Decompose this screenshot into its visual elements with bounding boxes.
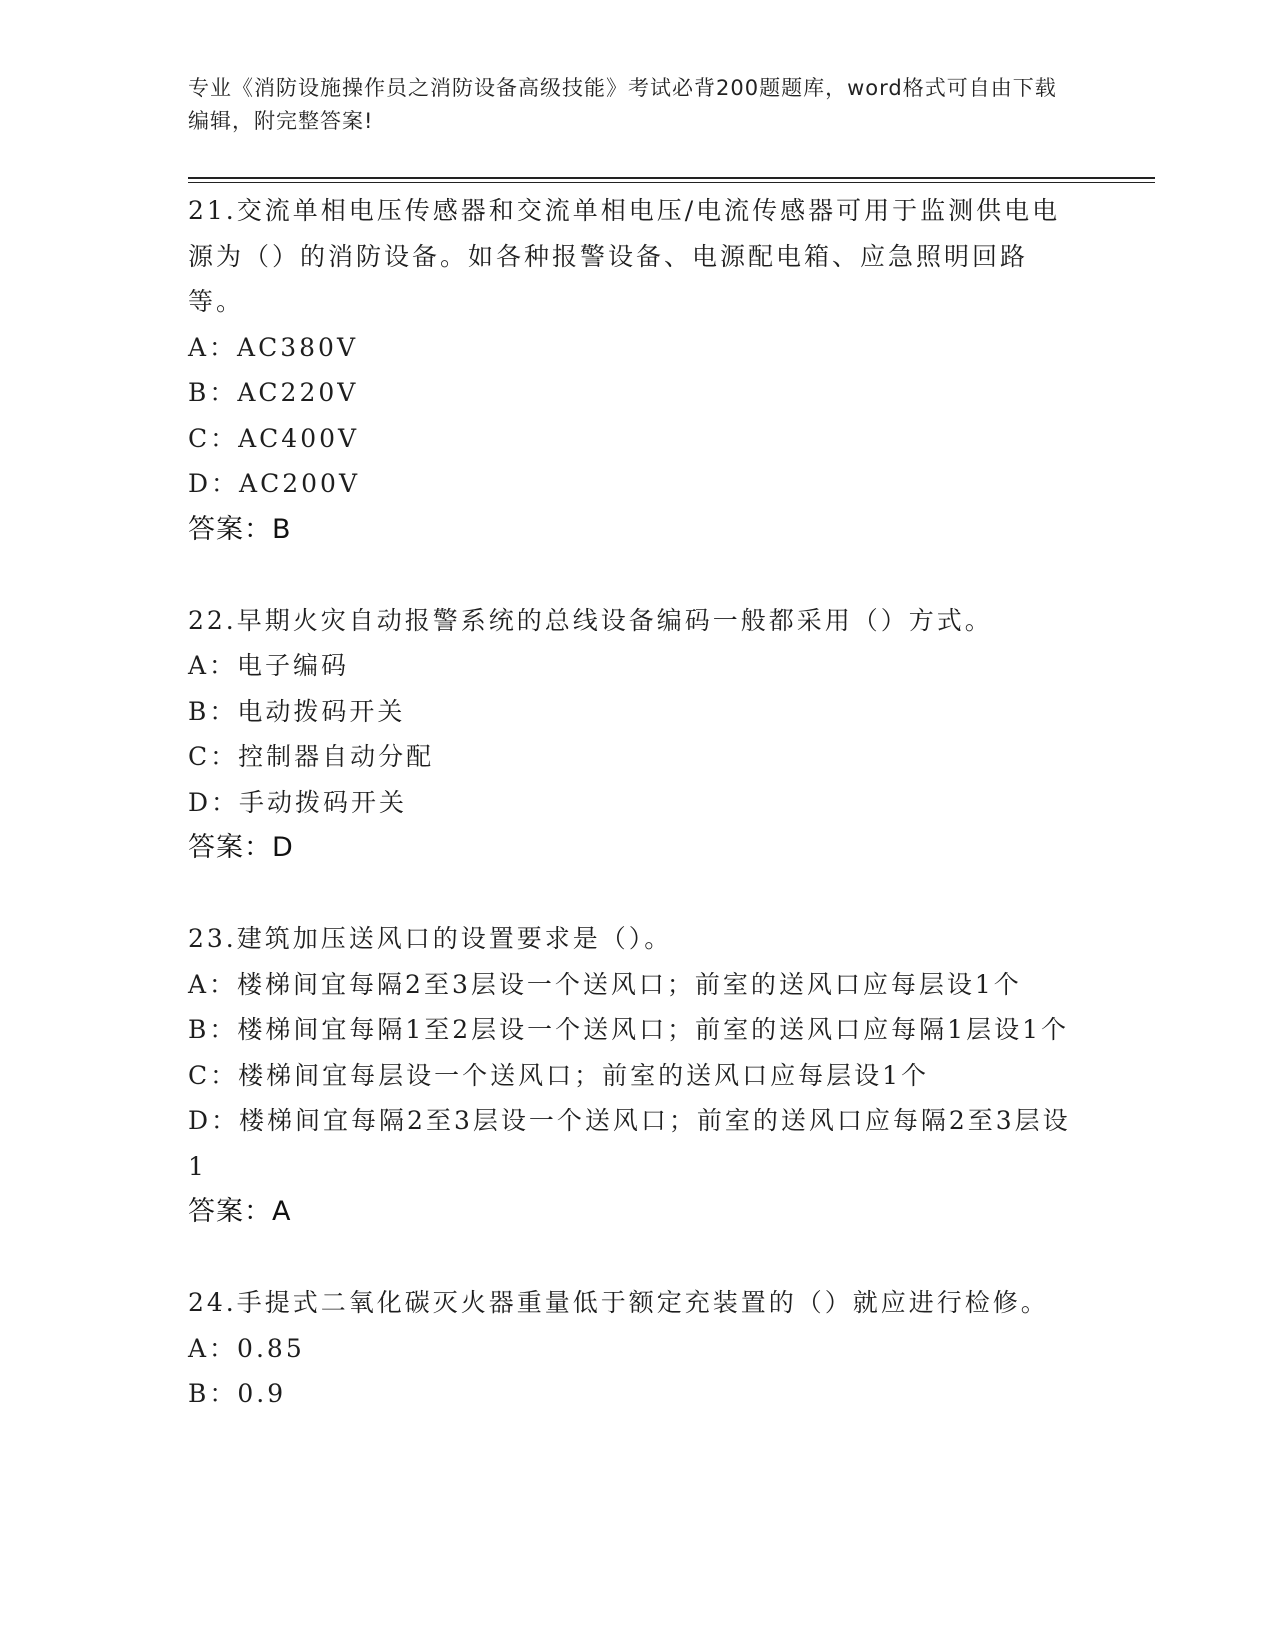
option-c: C：楼梯间宜每层设一个送风口；前室的送风口应每层设1个 bbox=[188, 1060, 930, 1090]
option-a: A：楼梯间宜每隔2至3层设一个送风口；前室的送风口应每层设1个 bbox=[188, 969, 1022, 999]
spacer bbox=[188, 553, 1078, 598]
option-a: A：0.85 bbox=[188, 1333, 305, 1363]
spacer bbox=[188, 871, 1078, 916]
spacer bbox=[188, 1235, 1078, 1280]
question-text: 22.早期火灾自动报警系统的总线设备编码一般都采用（）方式。 bbox=[188, 605, 993, 635]
option-b: B：0.9 bbox=[188, 1379, 287, 1408]
option-b: B：电动拨码开关 bbox=[188, 696, 406, 726]
answer-label: 答案：B bbox=[188, 513, 292, 545]
header-divider bbox=[188, 177, 1155, 179]
option-d: D：手动拨码开关 bbox=[188, 787, 408, 817]
document-header: 专业《消防设施操作员之消防设备高级技能》考试必背200题题库，word格式可自由下载编辑，附完整答案! bbox=[188, 76, 1057, 133]
question-text: 21.交流单相电压传感器和交流单相电压/电流传感器可用于监测供电电源为（）的消防设备。如各种报警设备、电源配电箱、应急照明回路等。 bbox=[188, 196, 1061, 316]
option-b: B：AC220V bbox=[188, 378, 359, 407]
question-block bbox=[188, 188, 1078, 553]
option-d: D：楼梯间宜每隔2至3层设一个送风口；前室的送风口应每隔2至3层设1 bbox=[188, 1106, 1071, 1181]
option-c: C：控制器自动分配 bbox=[188, 742, 435, 771]
question-list bbox=[188, 188, 1078, 1417]
option-a: A：AC380V bbox=[188, 332, 359, 362]
option-d: D：AC200V bbox=[188, 469, 360, 498]
option-c: C：AC400V bbox=[188, 423, 360, 453]
question-text: 23.建筑加压送风口的设置要求是（）。 bbox=[188, 924, 673, 953]
question-block bbox=[188, 598, 1078, 872]
option-b: B：楼梯间宜每隔1至2层设一个送风口；前室的送风口应每隔1层设1个 bbox=[188, 1015, 1069, 1044]
question-text: 24.手提式二氧化碳灭火器重量低于额定充装置的（）就应进行检修。 bbox=[188, 1288, 1049, 1317]
answer-label: 答案：D bbox=[188, 832, 294, 863]
option-a: A：电子编码 bbox=[188, 651, 350, 680]
question-block bbox=[188, 1280, 1078, 1417]
answer-label: 答案：A bbox=[188, 1196, 292, 1227]
question-block bbox=[188, 916, 1078, 1235]
header-divider-thin bbox=[188, 182, 1155, 183]
